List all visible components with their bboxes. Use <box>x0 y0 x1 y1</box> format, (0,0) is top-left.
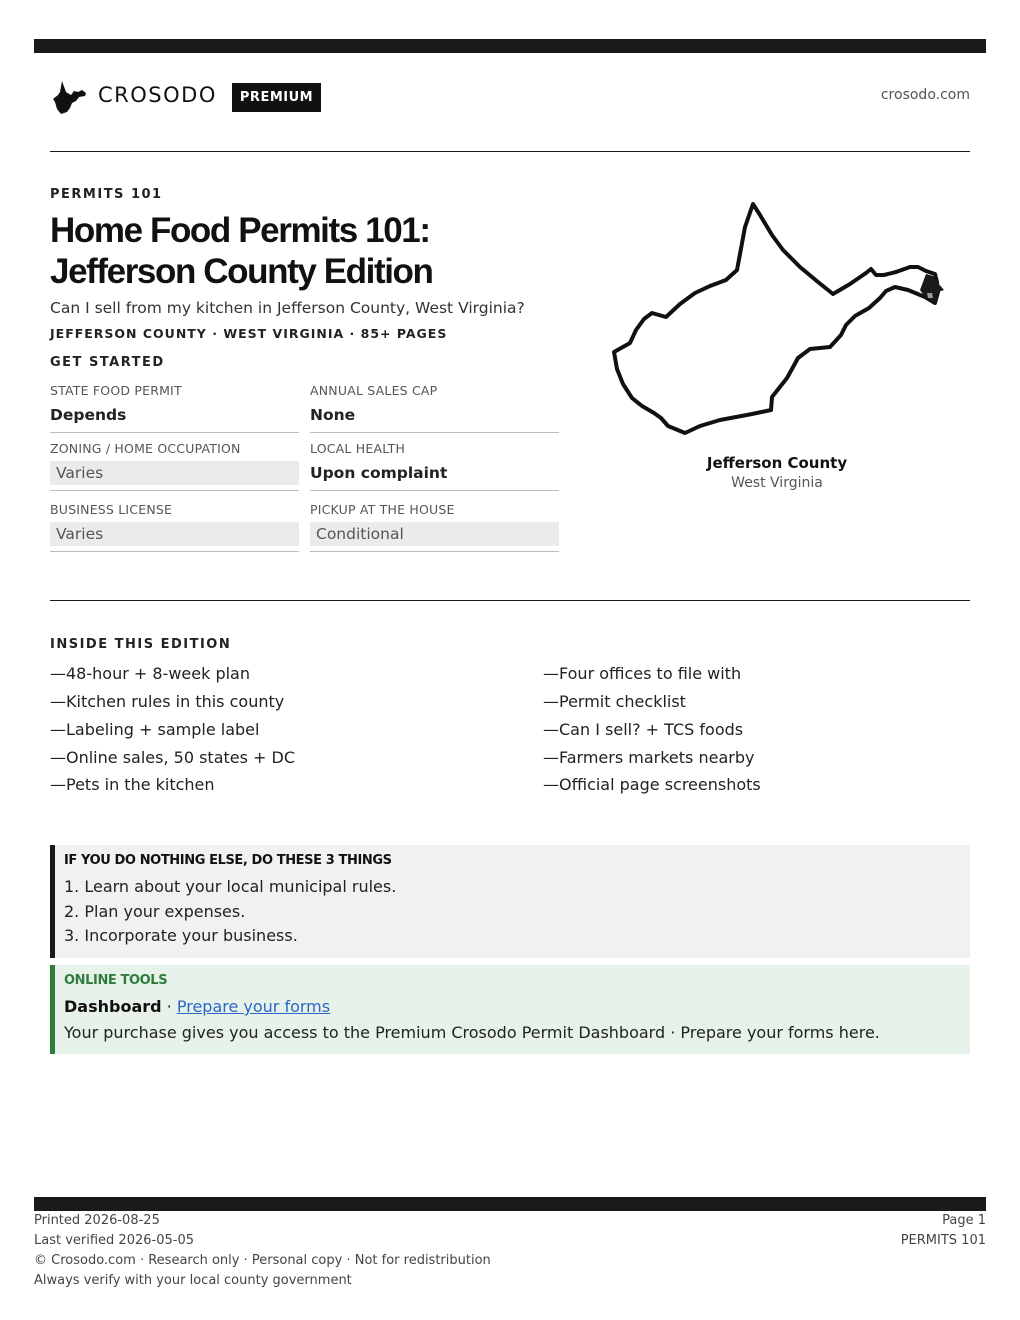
contents-item: —Official page screenshots <box>543 775 761 794</box>
fact-label: PICKUP AT THE HOUSE <box>310 502 455 517</box>
copyright-notice: © Crosodo.com · Research only · Personal copy · Not for redistribution <box>34 1253 491 1268</box>
top-bar <box>34 39 986 53</box>
fact-divider <box>50 551 299 552</box>
state-outline-map <box>600 196 952 444</box>
site-url[interactable]: crosodo.com <box>880 87 970 103</box>
contents-item: —Labeling + sample label <box>50 720 260 739</box>
online-tools-title: ONLINE TOOLS <box>64 973 168 988</box>
fact-value: Varies <box>50 522 299 546</box>
page-subtitle: Can I sell from my kitchen in Jefferson County, West Virginia? <box>50 299 525 317</box>
fact-value: Upon complaint <box>310 464 448 482</box>
dashboard-description: Your purchase gives you access to the Premium Crosodo Permit Dashboard · Prepare your forms here. <box>64 1023 880 1042</box>
fact-annual-sales-cap <box>310 382 559 433</box>
contents-item: —48-hour + 8-week plan <box>50 664 250 683</box>
priorities-title: IF YOU DO NOTHING ELSE, DO THESE 3 THINGS <box>64 853 392 868</box>
contents-item: —Permit checklist <box>543 692 686 711</box>
get-started-heading: GET STARTED <box>50 355 165 370</box>
prepare-forms-link[interactable]: Prepare your forms <box>176 997 331 1016</box>
title-line-1: Home Food Permits 101: <box>50 211 430 250</box>
title-line-2: Jefferson County Edition <box>50 252 433 291</box>
printed-date: Printed 2026-08-25 <box>34 1213 160 1228</box>
header <box>50 78 970 118</box>
priority-item: 3. Incorporate your business. <box>64 926 298 945</box>
dashboard-label: Dashboard <box>64 997 162 1016</box>
brand-name: CROSODO <box>98 83 217 107</box>
online-tools-callout <box>50 965 970 1054</box>
verified-date: Last verified 2026-05-05 <box>34 1233 194 1248</box>
fact-value: Depends <box>50 406 127 424</box>
fact-value: Conditional <box>310 522 559 546</box>
dashboard-line <box>64 997 330 1016</box>
header-divider <box>50 151 970 152</box>
fact-label: ZONING / HOME OCCUPATION <box>50 441 241 456</box>
bottom-bar <box>34 1197 986 1211</box>
fact-label: LOCAL HEALTH <box>310 441 406 456</box>
fact-divider <box>310 490 559 491</box>
fact-divider <box>310 551 559 552</box>
map-county-name: Jefferson County <box>706 454 848 472</box>
fact-value: Varies <box>50 461 299 485</box>
fact-value: None <box>310 406 356 424</box>
contents-item: —Kitchen rules in this county <box>50 692 285 711</box>
fact-label: STATE FOOD PERMIT <box>50 383 182 398</box>
map-state-name: West Virginia <box>731 475 823 491</box>
fact-divider <box>310 432 559 433</box>
verification-disclaimer: Always verify with your local county government <box>34 1273 352 1288</box>
fact-divider <box>50 432 299 433</box>
priority-item: 2. Plan your expenses. <box>64 902 246 921</box>
footer-section-name: PERMITS 101 <box>900 1233 986 1248</box>
fact-label: ANNUAL SALES CAP <box>310 383 438 398</box>
priorities-callout <box>50 845 970 958</box>
section-divider <box>50 600 970 601</box>
contents-item: —Online sales, 50 states + DC <box>50 748 296 767</box>
section-eyebrow: PERMITS 101 <box>50 187 163 202</box>
fact-state-food-permit <box>50 382 299 433</box>
fact-zoning <box>50 440 299 491</box>
fact-business-license <box>50 501 299 552</box>
page-number: Page 1 <box>942 1213 986 1228</box>
contents-item: —Pets in the kitchen <box>50 775 215 794</box>
contents-item: —Can I sell? + TCS foods <box>543 720 744 739</box>
contents-item: —Farmers markets nearby <box>543 748 755 767</box>
page-title <box>50 210 570 292</box>
contents-heading: INSIDE THIS EDITION <box>50 637 232 652</box>
fact-divider <box>50 490 299 491</box>
dashboard-separator: · <box>161 997 177 1016</box>
edition-meta: JEFFERSON COUNTY · WEST VIRGINIA · 85+ PAGES <box>50 326 448 341</box>
fact-label: BUSINESS LICENSE <box>50 502 173 517</box>
west-virginia-logo-icon <box>52 80 88 114</box>
fact-pickup <box>310 501 559 552</box>
premium-badge: PREMIUM <box>232 83 321 112</box>
priority-item: 1. Learn about your local municipal rules. <box>64 877 397 896</box>
contents-item: —Four offices to file with <box>543 664 742 683</box>
fact-local-health <box>310 440 559 491</box>
